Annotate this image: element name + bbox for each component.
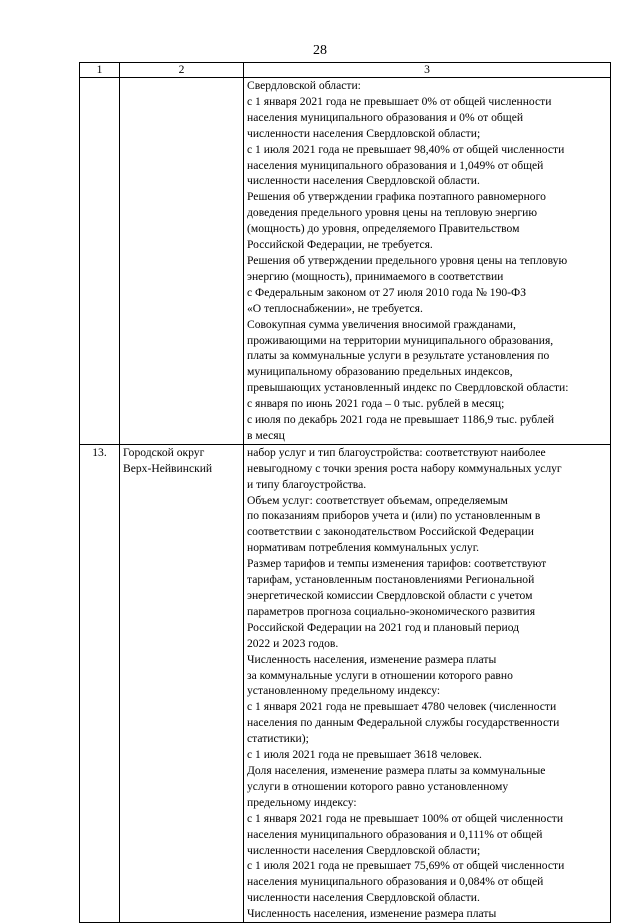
- content-line: предельному индексу:: [247, 795, 357, 809]
- content-line: Решения об утверждении графика поэтапного равномерного: [247, 190, 546, 204]
- municipality-name: [120, 78, 244, 445]
- content-line: и типу благоустройства.: [247, 477, 367, 491]
- content-line: населения по данным Федеральной службы государственности: [247, 716, 560, 730]
- content-line: услуги в отношении которого равно установленному: [247, 779, 509, 793]
- content-line: с 1 июля 2021 года не превышает 98,40% от общей численности: [247, 142, 565, 156]
- column-header: 3: [244, 63, 611, 78]
- content-line: с июля по декабрь 2021 года не превышает 1186,9 тыс. рублей: [247, 413, 555, 427]
- municipality-name-line: Городской округ: [123, 445, 205, 459]
- document-table: [79, 62, 611, 923]
- content-line: по показаниям приборов учета и (или) по установленным в: [247, 509, 541, 523]
- content-line: с Федеральным законом от 27 июля 2010 года № 190-ФЗ: [247, 285, 527, 299]
- content-line: населения муниципального образования и 0,084% от общей: [247, 875, 544, 889]
- column-header: 1: [80, 63, 120, 78]
- content-line: Численность населения, изменение размера платы: [247, 907, 497, 921]
- content-line: с 1 января 2021 года не превышает 100% от общей численности: [247, 811, 564, 825]
- content-line: населения муниципального образования и 1,049% от общей: [247, 158, 544, 172]
- content-line: Свердловской области:: [247, 79, 361, 92]
- content-line: численности населения Свердловской области.: [247, 891, 480, 905]
- content-line: Решения об утверждении предельного уровня цены на тепловую: [247, 253, 568, 267]
- content-line: за коммунальные услуги в отношении которого равно: [247, 668, 513, 682]
- row-number: 13.: [80, 444, 120, 922]
- table-row: [80, 444, 611, 922]
- content-line: в месяц: [247, 428, 285, 442]
- row-number: [80, 78, 120, 445]
- content-line: муниципальному образованию предельных индексов,: [247, 365, 513, 379]
- content-line: энергетической комиссии Свердловской области с учетом: [247, 589, 533, 602]
- content-line: Совокупная сумма увеличения вносимой гражданами,: [247, 317, 516, 331]
- content-line: невыгодному с точки зрения роста набору коммунальных услуг: [247, 461, 562, 475]
- content-line: набор услуг и тип благоустройства: соответствуют наиболее: [247, 445, 546, 459]
- page-number: 28: [313, 43, 327, 58]
- content-line: нормативам потребления коммунальных услуг.: [247, 541, 480, 555]
- content-line: численности населения Свердловской области;: [247, 126, 481, 140]
- content-line: «О теплоснабжении», не требуется.: [247, 301, 423, 315]
- municipality-name-line: Верх-Нейвинский: [123, 461, 213, 475]
- content-line: Объем услуг: соответствует объемам, определяемым: [247, 493, 508, 507]
- column-header: 2: [120, 63, 244, 78]
- municipality-name: [120, 444, 244, 922]
- content-line: Российской Федерации, не требуется.: [247, 238, 433, 252]
- content-line: населения муниципального образования и 0% от общей: [247, 110, 524, 124]
- content-line: платы за коммунальные услуги в результате установления по: [247, 349, 550, 363]
- row-content: [244, 444, 611, 922]
- table-row: [80, 78, 611, 445]
- content-line: Доля населения, изменение размера платы за коммунальные: [247, 763, 546, 777]
- content-line: соответствии с законодательством Российской Федерации: [247, 525, 534, 539]
- content-line: с 1 июля 2021 года не превышает 3618 человек.: [247, 748, 482, 762]
- content-line: 2022 и 2023 годов.: [247, 636, 339, 650]
- content-line: статистики);: [247, 732, 309, 746]
- content-line: населения муниципального образования и 0,111% от общей: [247, 827, 543, 841]
- content-line: превышающих установленный индекс по Свердловской области:: [247, 381, 569, 395]
- content-line: Численность населения, изменение размера платы: [247, 652, 497, 666]
- content-line: Размер тарифов и темпы изменения тарифов: соответствуют: [247, 557, 547, 571]
- content-line: численности населения Свердловской области;: [247, 843, 481, 857]
- content-line: установленному предельному индексу:: [247, 684, 441, 698]
- table-header-row: [80, 63, 611, 78]
- content-line: с 1 июля 2021 года не превышает 75,69% от общей численности: [247, 859, 565, 873]
- content-line: с 1 января 2021 года не превышает 4780 человек (численности: [247, 700, 557, 714]
- content-line: численности населения Свердловской области.: [247, 174, 480, 188]
- content-line: (мощность) до уровня, определяемого Правительством: [247, 222, 520, 236]
- content-line: энергию (мощность), принимаемого в соответствии: [247, 269, 504, 283]
- content-line: тарифам, установленным постановлениями Региональной: [247, 573, 535, 587]
- content-line: проживающими на территории муниципального образования,: [247, 333, 554, 347]
- content-line: Российской Федерации на 2021 год и плановый период: [247, 620, 520, 634]
- content-line: доведения предельного уровня цены на тепловую энергию: [247, 206, 538, 220]
- content-line: параметров прогноза социально-экономического развития: [247, 604, 536, 618]
- row-content: [244, 78, 611, 445]
- content-line: с января по июнь 2021 года – 0 тыс. рублей в месяц;: [247, 397, 505, 411]
- content-line: с 1 января 2021 года не превышает 0% от общей численности: [247, 94, 552, 108]
